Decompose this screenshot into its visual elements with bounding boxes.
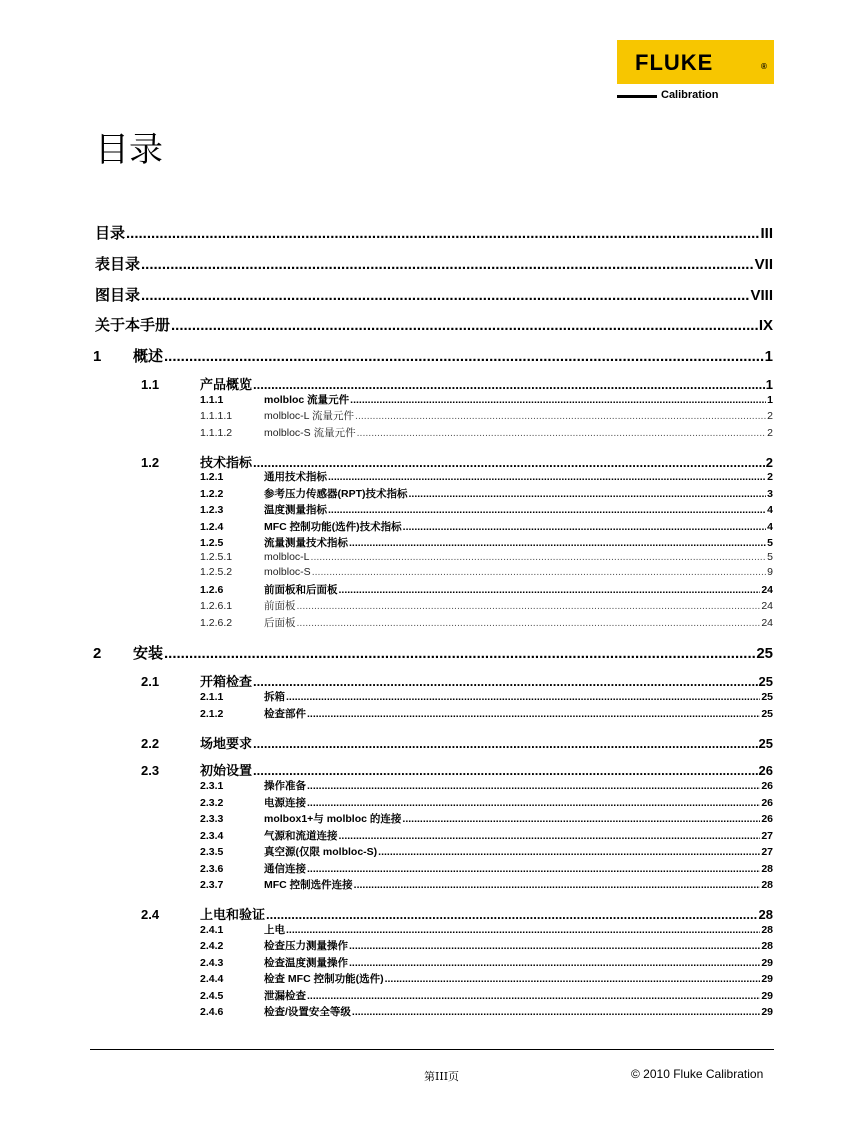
toc-dot-leader [253, 736, 758, 751]
toc-entry-number: 2.4.1 [200, 924, 224, 936]
toc-entry[interactable] [141, 904, 773, 923]
toc-dot-leader [403, 521, 767, 533]
toc-entry[interactable] [141, 733, 773, 752]
toc-entry-number: 2 [93, 645, 102, 662]
toc-dot-leader [352, 1006, 760, 1018]
toc-entry-number: 2.3.2 [200, 797, 224, 809]
toc-entry-page: 2 [765, 455, 773, 470]
toc-entry-page: 25 [756, 645, 773, 662]
toc-entry[interactable] [141, 760, 773, 779]
toc-dot-leader [297, 617, 761, 629]
toc-entry-page: 9 [767, 566, 773, 578]
toc-entry-page: 26 [761, 813, 773, 825]
toc-entry[interactable] [200, 535, 773, 550]
toc-dot-leader [355, 410, 766, 422]
toc-entry[interactable] [200, 778, 773, 793]
toc-entry-page: 1 [764, 348, 773, 365]
toc-dot-leader [357, 427, 767, 439]
toc-entry-number: 1.2 [141, 455, 160, 470]
toc-entry-number: 1.2.5.2 [200, 566, 233, 578]
toc-entry-title: MFC 控制功能(选件)技术指标 [264, 521, 402, 533]
toc-entry-title: 流量测量技术指标 [264, 537, 348, 549]
toc-entry-title: 关于本手册 [95, 317, 171, 334]
toc-entry-number: 2.3.5 [200, 846, 224, 858]
toc-entry-title: 上电和验证 [200, 907, 266, 922]
toc-entry[interactable] [141, 671, 773, 690]
toc-entry-number: 1 [93, 348, 102, 365]
toc-dot-leader [354, 879, 761, 891]
toc-entry-title: molbloc-L [264, 551, 310, 563]
toc-dot-leader [164, 348, 764, 365]
toc-dot-leader [328, 471, 766, 483]
toc-dot-leader [307, 990, 760, 1002]
logo-brand: FLUKE [635, 50, 714, 75]
footer-page-number: 第III页 [424, 1070, 460, 1083]
toc-dot-leader [286, 691, 760, 703]
toc-entry[interactable] [200, 877, 773, 892]
toc-entry-page: 29 [761, 990, 773, 1002]
toc-entry-title: 检查 MFC 控制功能(选件) [264, 973, 384, 985]
toc-entry-page: 26 [758, 763, 773, 778]
toc-entry-number: 2.1 [141, 674, 160, 689]
toc-dot-leader [328, 504, 766, 516]
toc-entry-number: 2.3.6 [200, 863, 224, 875]
toc-entry-title: molbloc-S 流量元件 [264, 427, 356, 439]
toc-entry[interactable] [200, 922, 773, 937]
toc-entry-page: 28 [761, 879, 773, 891]
toc-dot-leader [126, 225, 759, 242]
toc-entry-page: 2 [767, 471, 773, 483]
toc-entry-title: 检查/设置安全等级 [264, 1006, 351, 1018]
toc-entry-page: 4 [767, 521, 773, 533]
toc-dot-leader [253, 377, 765, 392]
toc-entry-number: 2.4.4 [200, 973, 224, 985]
toc-entry-number: 2.2 [141, 736, 160, 751]
toc-entry-number: 2.3.4 [200, 830, 224, 842]
toc-entry[interactable] [93, 642, 773, 663]
toc-entry[interactable] [200, 408, 773, 423]
toc-entry[interactable] [200, 938, 773, 953]
toc-entry-title: molbloc 流量元件 [264, 394, 350, 406]
toc-entry-page: IX [758, 317, 773, 334]
toc-entry-page: 2 [767, 427, 773, 439]
toc-entry-title: 场地要求 [200, 736, 253, 751]
toc-entry-title: 产品概览 [200, 377, 253, 392]
toc-entry[interactable] [200, 689, 773, 704]
toc-entry-page: VIII [750, 287, 773, 304]
toc-dot-leader [253, 455, 765, 470]
toc-entry-title: 通信连接 [264, 863, 306, 875]
toc-dot-leader [307, 863, 760, 875]
logo-registered-mark: ® [761, 62, 767, 71]
toc-entry-title: 检查部件 [264, 708, 306, 720]
toc-entry-number: 2.3.3 [200, 813, 224, 825]
toc-entry[interactable] [141, 374, 773, 393]
toc-dot-leader [349, 957, 760, 969]
toc-entry-page: 28 [761, 940, 773, 952]
toc-entry-title: 检查压力测量操作 [264, 940, 348, 952]
toc-entry-page: 3 [767, 488, 773, 500]
toc-entry[interactable] [200, 392, 773, 407]
toc-entry[interactable] [200, 469, 773, 484]
toc-entry[interactable] [200, 551, 773, 563]
toc-entry[interactable] [200, 861, 773, 876]
toc-entry-page: 28 [761, 863, 773, 875]
toc-entry[interactable] [200, 486, 773, 501]
toc-entry[interactable] [200, 1004, 773, 1019]
toc-entry-title: molbox1+与 molbloc 的连接 [264, 813, 402, 825]
toc-entry-number: 2.4.2 [200, 940, 224, 952]
toc-entry-title: 安装 [133, 645, 164, 662]
toc-entry-title: 前面板和后面板 [264, 584, 338, 596]
toc-entry-number: 2.4.6 [200, 1006, 224, 1018]
toc-entry-page: 25 [761, 708, 773, 720]
toc-dot-leader [350, 394, 766, 406]
footer-copyright: © 2010 Fluke Calibration [631, 1067, 764, 1081]
toc-entry-page: 29 [761, 973, 773, 985]
toc-entry-title: 温度测量指标 [264, 504, 327, 516]
toc-entry-title: 操作准备 [264, 780, 306, 792]
toc-entry-number: 2.4.5 [200, 990, 224, 1002]
toc-entry-number: 2.4.3 [200, 957, 224, 969]
toc-entry[interactable] [200, 425, 773, 440]
toc-entry-number: 1.1.1.2 [200, 427, 233, 439]
toc-entry-page: 2 [767, 410, 773, 422]
toc-dot-leader [164, 645, 755, 662]
toc-entry[interactable] [200, 828, 773, 843]
toc-entry-title: 真空源(仅限 molbloc-S) [264, 846, 378, 858]
toc-dot-leader [312, 566, 766, 578]
toc-entry[interactable] [95, 253, 773, 274]
toc-dot-leader [253, 674, 758, 689]
toc-dot-leader [266, 907, 758, 922]
toc-entry-title: 表目录 [95, 256, 141, 273]
toc-entry-page: III [760, 225, 773, 242]
toc-entry-number: 1.2.3 [200, 504, 224, 516]
toc-entry-title: 目录 [95, 225, 126, 242]
toc-entry-number: 2.3.1 [200, 780, 224, 792]
toc-entry-title: 检查温度测量操作 [264, 957, 348, 969]
toc-entry-title: 初始设置 [200, 763, 253, 778]
toc-entry-title: molbloc-L 流量元件 [264, 410, 355, 422]
toc-entry-number: 1.2.5 [200, 537, 224, 549]
toc-entry-title: 上电 [264, 924, 285, 936]
toc-dot-leader [349, 940, 760, 952]
toc-entry-page: 5 [767, 537, 773, 549]
toc-entry[interactable] [95, 314, 773, 335]
toc-entry-page: 27 [761, 846, 773, 858]
toc-entry-page: 25 [761, 691, 773, 703]
toc-entry[interactable] [200, 519, 773, 534]
toc-entry[interactable] [95, 222, 773, 243]
toc-entry-title: 泄漏检查 [264, 990, 306, 1002]
toc-entry[interactable] [95, 284, 773, 305]
toc-entry-title: 电源连接 [264, 797, 306, 809]
toc-entry-title: 前面板 [264, 600, 296, 612]
toc-entry[interactable] [200, 795, 773, 810]
toc-dot-leader [171, 317, 758, 334]
toc-entry-number: 1.2.1 [200, 471, 224, 483]
toc-dot-leader [286, 924, 760, 936]
toc-entry-title: 图目录 [95, 287, 141, 304]
toc-entry-number: 1.1.1 [200, 394, 224, 406]
toc-entry-number: 1.2.5.1 [200, 551, 233, 563]
toc-entry-page: 25 [758, 736, 773, 751]
toc-entry-title: molbloc-S [264, 566, 311, 578]
toc-entry[interactable] [200, 598, 773, 613]
toc-entry-page: 25 [758, 674, 773, 689]
toc-dot-leader [141, 256, 754, 273]
toc-dot-leader [349, 537, 766, 549]
toc-entry-title: MFC 控制选件连接 [264, 879, 353, 891]
toc-entry-number: 2.1.1 [200, 691, 224, 703]
toc-entry-title: 概述 [133, 348, 164, 365]
toc-entry-page: 24 [761, 617, 773, 629]
toc-entry-title: 参考压力传感器(RPT)技术指标 [264, 488, 408, 500]
toc-dot-leader [385, 973, 761, 985]
toc-entry-page: 24 [761, 600, 773, 612]
toc-entry-page: 28 [758, 907, 773, 922]
toc-entry[interactable] [200, 615, 773, 630]
toc-entry-page: 29 [761, 1006, 773, 1018]
toc-entry-page: 28 [761, 924, 773, 936]
toc-entry-number: 2.4 [141, 907, 160, 922]
toc-entry-page: 4 [767, 504, 773, 516]
toc-dot-leader [307, 708, 760, 720]
toc-entry-number: 1.1.1.1 [200, 410, 233, 422]
toc-dot-leader [402, 813, 760, 825]
footer-divider [90, 1049, 774, 1050]
toc-entry-title: 技术指标 [200, 455, 253, 470]
toc-entry-page: 26 [761, 797, 773, 809]
toc-dot-leader [307, 780, 760, 792]
toc-dot-leader [339, 830, 761, 842]
logo-subtitle: Calibration [661, 89, 719, 101]
toc-entry-number: 1.1 [141, 377, 160, 392]
toc-dot-leader [297, 600, 761, 612]
toc-entry-number: 1.2.6.1 [200, 600, 233, 612]
toc-entry-page: 1 [767, 394, 773, 406]
toc-entry-page: 29 [761, 957, 773, 969]
toc-entry[interactable] [200, 502, 773, 517]
toc-entry-page: 5 [767, 551, 773, 563]
toc-entry[interactable] [200, 582, 773, 597]
toc-dot-leader [311, 551, 767, 563]
toc-entry-number: 2.3 [141, 763, 160, 778]
toc-entry[interactable] [200, 566, 773, 578]
toc-dot-leader [339, 584, 761, 596]
toc-entry-title: 气源和流道连接 [264, 830, 338, 842]
toc-entry[interactable] [200, 706, 773, 721]
toc-entry-number: 1.2.6 [200, 584, 224, 596]
toc-dot-leader [409, 488, 767, 500]
toc-entry-page: 26 [761, 780, 773, 792]
toc-entry-number: 1.2.6.2 [200, 617, 233, 629]
toc-dot-leader [378, 846, 760, 858]
toc-entry[interactable] [200, 988, 773, 1003]
toc-entry[interactable] [93, 345, 773, 366]
toc-entry-number: 1.2.2 [200, 488, 224, 500]
toc-dot-leader [253, 763, 758, 778]
toc-entry-number: 2.3.7 [200, 879, 224, 891]
toc-entry-title: 后面板 [264, 617, 296, 629]
toc-dot-leader [307, 797, 760, 809]
toc-entry[interactable] [200, 971, 773, 986]
toc-entry-page: 1 [765, 377, 773, 392]
toc-entry-page: VII [754, 256, 773, 273]
toc-entry-title: 通用技术指标 [264, 471, 327, 483]
toc-dot-leader [141, 287, 749, 304]
toc-entry-title: 开箱检查 [200, 674, 253, 689]
toc-entry-number: 1.2.4 [200, 521, 224, 533]
toc-entry[interactable] [200, 811, 773, 826]
toc-entry-title: 拆箱 [264, 691, 285, 703]
toc-entry[interactable] [200, 955, 773, 970]
page-title: 目录 [95, 130, 163, 170]
toc-entry[interactable] [200, 844, 773, 859]
toc-entry-page: 24 [761, 584, 773, 596]
toc-entry-page: 27 [761, 830, 773, 842]
toc-entry-number: 2.1.2 [200, 708, 224, 720]
